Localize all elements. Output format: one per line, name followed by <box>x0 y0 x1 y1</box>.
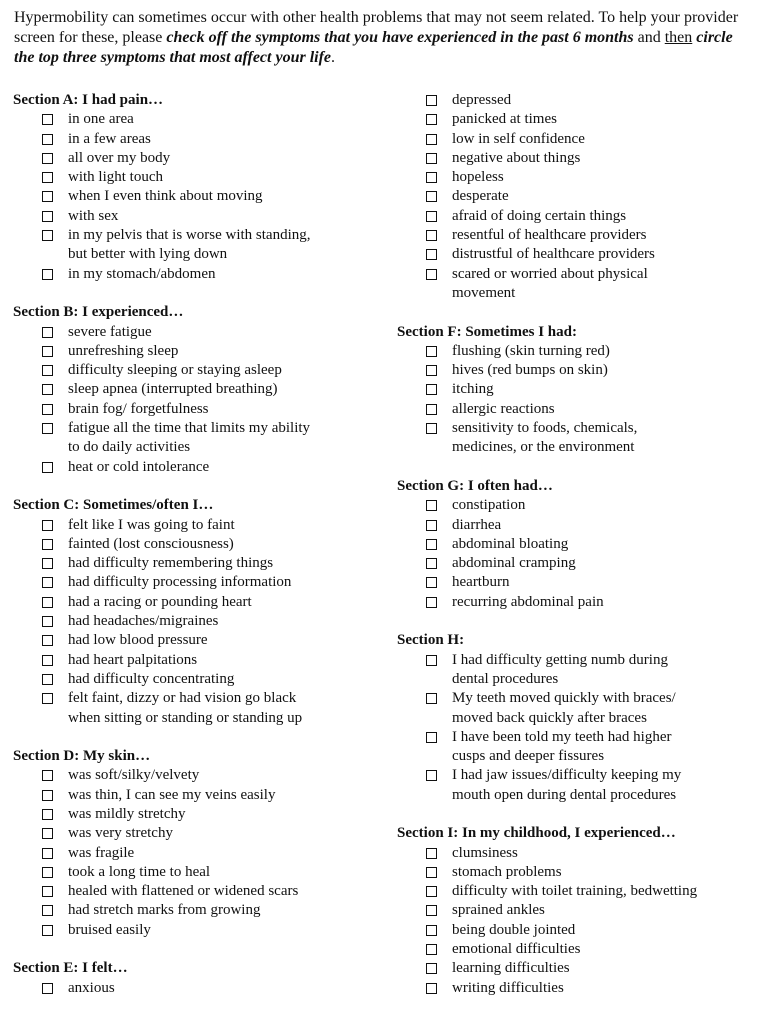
symptom-label-line: in my pelvis that is worse with standing, <box>68 227 311 244</box>
right-column <box>397 91 752 1017</box>
symptom-item <box>13 901 383 920</box>
checkbox-sprained-ankles[interactable] <box>426 905 437 916</box>
symptom-label-line: when I even think about moving <box>68 188 263 205</box>
symptom-item <box>397 361 752 380</box>
symptom-label-line: dental procedures <box>452 670 559 687</box>
checkbox-depressed[interactable] <box>426 95 437 106</box>
symptom-item <box>397 342 752 361</box>
checkbox-was-thin-i-can-see-my-veins-easily[interactable] <box>42 790 53 801</box>
checkbox-when-i-even-think-about-moving[interactable] <box>42 191 53 202</box>
checkbox-in-a-few-areas[interactable] <box>42 134 53 145</box>
symptom-item <box>13 786 383 805</box>
symptom-label-line: panicked at times <box>452 111 557 128</box>
symptom-item <box>397 728 752 767</box>
intro-text-1: Hypermobility can sometimes occur with other health problems that may not seem related. To help your provider screen for these, please <box>14 9 739 46</box>
symptom-item <box>13 863 383 882</box>
symptom-item <box>13 516 383 535</box>
symptom-label-line: felt like I was going to faint <box>68 516 235 533</box>
section-block <box>13 959 383 998</box>
symptom-item <box>397 651 752 690</box>
checkbox-abdominal-bloating[interactable] <box>426 539 437 550</box>
section-block <box>397 824 752 998</box>
symptom-label-line: low in self confidence <box>452 130 585 147</box>
left-column <box>13 91 383 1017</box>
checkbox-difficulty-sleeping-or-staying-asleep[interactable] <box>42 365 53 376</box>
symptom-item <box>397 516 752 535</box>
symptom-label-line: had a racing or pounding heart <box>68 593 252 610</box>
checkbox-my-teeth-moved-quickly-with-braces[interactable] <box>426 693 437 704</box>
checkbox-had-difficulty-concentrating[interactable] <box>42 674 53 685</box>
checkbox-in-my-pelvis-that-is-worse-with-standing[interactable] <box>42 230 53 241</box>
symptom-label-line: My teeth moved quickly with braces/ <box>452 690 676 707</box>
symptom-label-line: sensitivity to foods, chemicals, <box>452 420 638 437</box>
symptom-label-line: felt faint, dizzy or had vision go black <box>68 690 297 707</box>
checkbox-sleep-apnea-interrupted-breathing[interactable] <box>42 384 53 395</box>
symptom-label-line: unrefreshing sleep <box>68 342 179 359</box>
symptom-label-line: was mildly stretchy <box>68 805 186 822</box>
checkbox-with-sex[interactable] <box>42 211 53 222</box>
symptom-label-line: had heart palpitations <box>68 651 198 668</box>
checkbox-in-my-stomach-abdomen[interactable] <box>42 269 53 280</box>
checkbox-learning-difficulties[interactable] <box>426 963 437 974</box>
symptom-item <box>13 400 383 419</box>
symptom-label-line: with light touch <box>68 169 163 186</box>
checkbox-felt-faint-dizzy-or-had-vision-go-black[interactable] <box>42 693 53 704</box>
symptom-item <box>397 921 752 940</box>
checkbox-was-fragile[interactable] <box>42 848 53 859</box>
symptom-label-line: clumsiness <box>452 844 518 861</box>
symptom-label-line: abdominal cramping <box>452 555 576 572</box>
symptom-label-line: had headaches/migraines <box>68 613 219 630</box>
symptom-item <box>397 766 752 805</box>
section-block <box>397 477 752 612</box>
symptom-item <box>13 187 383 206</box>
intro-underlined-then: then <box>664 29 693 46</box>
symptom-label-line: mouth open during dental procedures <box>452 786 677 803</box>
symptom-label-line: flushing (skin turning red) <box>452 342 610 359</box>
symptom-item <box>397 901 752 920</box>
symptom-label-line: depressed <box>452 92 512 108</box>
symptom-item <box>397 149 752 168</box>
section-title: Section G: I often had… <box>397 477 553 494</box>
symptom-label-line: in a few areas <box>68 130 151 147</box>
checkbox-had-heart-palpitations[interactable] <box>42 655 53 666</box>
checkbox-scared-or-worried-about-physical[interactable] <box>426 269 437 280</box>
checkbox-hives-red-bumps-on-skin[interactable] <box>426 365 437 376</box>
symptom-label-line: took a long time to heal <box>68 863 211 880</box>
checkbox-constipation[interactable] <box>426 500 437 511</box>
checkbox-had-headaches-migraines[interactable] <box>42 616 53 627</box>
symptom-item <box>13 631 383 650</box>
symptom-item <box>13 458 383 477</box>
symptom-item <box>397 110 752 129</box>
symptom-label-line: medicines, or the environment <box>452 439 635 456</box>
checkbox-in-one-area[interactable] <box>42 114 53 125</box>
checkbox-was-soft-silky-velvety[interactable] <box>42 770 53 781</box>
symptom-item <box>397 554 752 573</box>
checkbox-fainted-lost-consciousness[interactable] <box>42 539 53 550</box>
symptom-item <box>13 168 383 187</box>
symptom-label-line: difficulty with toilet training, bedwetting <box>452 883 698 900</box>
symptom-label-line: had difficulty concentrating <box>68 670 235 687</box>
symptom-item <box>13 593 383 612</box>
checkbox-negative-about-things[interactable] <box>426 153 437 164</box>
symptom-label-line: was thin, I can see my veins easily <box>68 786 276 803</box>
symptom-label-line: healed with flattened or widened scars <box>68 883 299 900</box>
checkbox-unrefreshing-sleep[interactable] <box>42 346 53 357</box>
checkbox-resentful-of-healthcare-providers[interactable] <box>426 230 437 241</box>
symptom-label-line: afraid of doing certain things <box>452 207 627 224</box>
symptom-label-line: emotional difficulties <box>452 941 581 958</box>
symptom-item <box>13 535 383 554</box>
checkbox-felt-like-i-was-going-to-faint[interactable] <box>42 520 53 531</box>
checkbox-all-over-my-body[interactable] <box>42 153 53 164</box>
section-title: Section C: Sometimes/often I… <box>13 497 214 514</box>
symptom-item <box>13 226 383 265</box>
checkbox-i-had-difficulty-getting-numb-during[interactable] <box>426 655 437 666</box>
symptom-item <box>13 882 383 901</box>
checkbox-distrustful-of-healthcare-providers[interactable] <box>426 249 437 260</box>
symptom-item <box>13 361 383 380</box>
symptom-item <box>397 689 752 728</box>
symptom-label-line: I had difficulty getting numb during <box>452 651 668 668</box>
symptom-item <box>13 921 383 940</box>
symptom-label-line: severe fatigue <box>68 323 152 340</box>
checkbox-i-had-jaw-issues-difficulty-keeping-my[interactable] <box>426 770 437 781</box>
symptom-item <box>13 824 383 843</box>
symptom-item <box>397 207 752 226</box>
symptom-label-line: with sex <box>68 207 119 224</box>
intro-text-4: . <box>331 49 336 66</box>
section-block <box>13 747 383 940</box>
symptom-item <box>397 226 752 245</box>
section-title: Section A: I had pain… <box>13 92 164 108</box>
checkbox-abdominal-cramping[interactable] <box>426 558 437 569</box>
symptom-item <box>397 940 752 959</box>
checkbox-had-stretch-marks-from-growing[interactable] <box>42 905 53 916</box>
symptom-label-line: learning difficulties <box>452 960 570 977</box>
symptom-item <box>13 323 383 342</box>
symptom-label-line: bruised easily <box>68 921 151 938</box>
symptom-label-line: was soft/silky/velvety <box>68 767 200 784</box>
checkbox-healed-with-flattened-or-widened-scars[interactable] <box>42 886 53 897</box>
symptom-label-line: I have been told my teeth had higher <box>452 728 672 745</box>
checkbox-had-low-blood-pressure[interactable] <box>42 635 53 646</box>
symptom-label-line: abdominal bloating <box>452 535 569 552</box>
symptom-label-line: in my stomach/abdomen <box>68 265 216 282</box>
symptom-label-line: to do daily activities <box>68 439 191 456</box>
symptom-item <box>13 573 383 592</box>
checkbox-sensitivity-to-foods-chemicals[interactable] <box>426 423 437 434</box>
symptom-label-line: in one area <box>68 111 134 128</box>
checkbox-being-double-jointed[interactable] <box>426 925 437 936</box>
checkbox-desperate[interactable] <box>426 191 437 202</box>
symptom-item <box>13 670 383 689</box>
checkbox-severe-fatigue[interactable] <box>42 327 53 338</box>
symptom-item <box>397 265 752 304</box>
section-title: Section F: Sometimes I had: <box>397 323 577 340</box>
section-title: Section I: In my childhood, I experienced… <box>397 825 676 842</box>
section-title: Section D: My skin… <box>13 748 151 765</box>
checkbox-was-very-stretchy[interactable] <box>42 828 53 839</box>
section-title: Section H: <box>397 632 465 649</box>
symptom-label-line: desperate <box>452 188 509 205</box>
checkbox-bruised-easily[interactable] <box>42 925 53 936</box>
symptom-label-line: hopeless <box>452 169 504 186</box>
checkbox-brain-fog-forgetfulness[interactable] <box>42 404 53 415</box>
symptom-label-line: constipation <box>452 497 526 514</box>
checkbox-recurring-abdominal-pain[interactable] <box>426 597 437 608</box>
symptom-label-line: when sitting or standing or standing up <box>68 709 303 726</box>
checkbox-panicked-at-times[interactable] <box>426 114 437 125</box>
symptom-label-line: anxious <box>68 979 115 996</box>
symptom-item <box>13 805 383 824</box>
symptom-label-line: had difficulty remembering things <box>68 555 274 572</box>
symptom-item <box>397 593 752 612</box>
checkbox-heat-or-cold-intolerance[interactable] <box>42 462 53 473</box>
symptom-item <box>397 419 752 458</box>
symptom-label-line: itching <box>452 381 494 398</box>
symptom-item <box>13 110 383 129</box>
checkbox-fatigue-all-the-time-that-limits-my-abil[interactable] <box>42 423 53 434</box>
intro-emphasis-circle: circle the top three symptoms that most affect your life <box>14 29 733 66</box>
checkbox-had-difficulty-remembering-things[interactable] <box>42 558 53 569</box>
checkbox-clumsiness[interactable] <box>426 848 437 859</box>
checkbox-hopeless[interactable] <box>426 172 437 183</box>
symptom-item <box>13 265 383 284</box>
symptom-label-line: being double jointed <box>452 921 576 938</box>
symptom-label-line: hives (red bumps on skin) <box>452 362 608 379</box>
symptom-item <box>397 882 752 901</box>
symptom-label-line: resentful of healthcare providers <box>452 227 647 244</box>
checkbox-took-a-long-time-to-heal[interactable] <box>42 867 53 878</box>
section-block <box>13 91 383 284</box>
section-title: Section B: I experienced… <box>13 304 184 321</box>
symptom-label-line: heartburn <box>452 574 510 591</box>
symptom-item <box>397 573 752 592</box>
symptom-label-line: recurring abdominal pain <box>452 593 604 610</box>
section-block <box>397 91 752 303</box>
checkbox-had-a-racing-or-pounding-heart[interactable] <box>42 597 53 608</box>
symptom-item <box>13 979 383 998</box>
symptom-item <box>13 342 383 361</box>
checkbox-emotional-difficulties[interactable] <box>426 944 437 955</box>
symptom-label-line: fatigue all the time that limits my ability <box>68 420 311 437</box>
checkbox-stomach-problems[interactable] <box>426 867 437 878</box>
symptom-item <box>13 554 383 573</box>
intro-text-2: and <box>633 29 665 46</box>
symptom-item <box>397 91 752 110</box>
section-block <box>13 303 383 477</box>
symptom-label-line: I had jaw issues/difficulty keeping my <box>452 767 682 784</box>
symptom-item <box>397 535 752 554</box>
symptom-label-line: stomach problems <box>452 863 562 880</box>
section-block <box>397 323 752 458</box>
checkbox-afraid-of-doing-certain-things[interactable] <box>426 211 437 222</box>
checkbox-was-mildly-stretchy[interactable] <box>42 809 53 820</box>
symptom-label-line: all over my body <box>68 149 171 166</box>
checkbox-allergic-reactions[interactable] <box>426 404 437 415</box>
symptom-label-line: heat or cold intolerance <box>68 458 210 475</box>
symptom-item <box>397 130 752 149</box>
symptom-label-line: was fragile <box>68 844 135 861</box>
symptom-label-line: distrustful of healthcare providers <box>452 246 655 263</box>
symptom-label-line: sprained ankles <box>452 902 545 919</box>
checkbox-with-light-touch[interactable] <box>42 172 53 183</box>
symptom-item <box>13 207 383 226</box>
symptom-label-line: writing difficulties <box>452 979 564 996</box>
symptom-item <box>397 168 752 187</box>
symptom-label-line: had difficulty processing information <box>68 574 292 591</box>
symptom-item <box>13 149 383 168</box>
symptom-label-line: brain fog/ forgetfulness <box>68 400 209 417</box>
section-block <box>397 631 752 805</box>
symptom-item <box>397 959 752 978</box>
symptom-label-line: diarrhea <box>452 516 502 533</box>
symptom-item <box>13 419 383 458</box>
symptom-label-line: movement <box>452 284 516 301</box>
intro-emphasis-check: check off the symptoms that you have experienced in the past 6 months <box>166 29 634 46</box>
symptom-label-line: but better with lying down <box>68 246 228 263</box>
checkbox-low-in-self-confidence[interactable] <box>426 134 437 145</box>
symptom-item <box>397 245 752 264</box>
symptom-label-line: had stretch marks from growing <box>68 902 261 919</box>
section-title: Section E: I felt… <box>13 960 128 977</box>
checkbox-anxious[interactable] <box>42 983 53 994</box>
symptom-item <box>13 766 383 785</box>
symptom-label-line: scared or worried about physical <box>452 265 648 282</box>
checkbox-itching[interactable] <box>426 384 437 395</box>
checkbox-i-have-been-told-my-teeth-had-higher[interactable] <box>426 732 437 743</box>
symptom-label-line: negative about things <box>452 149 581 166</box>
symptom-item <box>397 187 752 206</box>
symptom-item <box>397 844 752 863</box>
symptom-item <box>397 380 752 399</box>
section-block <box>13 496 383 728</box>
symptom-item <box>397 496 752 515</box>
checkbox-had-difficulty-processing-information[interactable] <box>42 577 53 588</box>
symptom-item <box>13 130 383 149</box>
checkbox-flushing-skin-turning-red[interactable] <box>426 346 437 357</box>
symptom-item <box>13 689 383 728</box>
symptom-item <box>13 844 383 863</box>
checkbox-writing-difficulties[interactable] <box>426 983 437 994</box>
symptom-label-line: allergic reactions <box>452 400 555 417</box>
symptom-item <box>13 380 383 399</box>
symptom-label-line: sleep apnea (interrupted breathing) <box>68 381 278 398</box>
intro-paragraph <box>14 8 749 68</box>
symptom-item <box>397 979 752 998</box>
symptom-label-line: fainted (lost consciousness) <box>68 535 234 552</box>
symptom-label-line: difficulty sleeping or staying asleep <box>68 362 282 379</box>
symptom-item <box>397 863 752 882</box>
symptom-item <box>13 651 383 670</box>
checkbox-diarrhea[interactable] <box>426 520 437 531</box>
symptom-label-line: had low blood pressure <box>68 632 208 649</box>
symptom-label-line: moved back quickly after braces <box>452 709 647 726</box>
checkbox-heartburn[interactable] <box>426 577 437 588</box>
checkbox-difficulty-with-toilet-training-bedwetti[interactable] <box>426 886 437 897</box>
symptom-item <box>397 400 752 419</box>
symptom-label-line: was very stretchy <box>68 825 173 842</box>
symptom-item <box>13 612 383 631</box>
symptom-label-line: cusps and deeper fissures <box>452 748 605 765</box>
